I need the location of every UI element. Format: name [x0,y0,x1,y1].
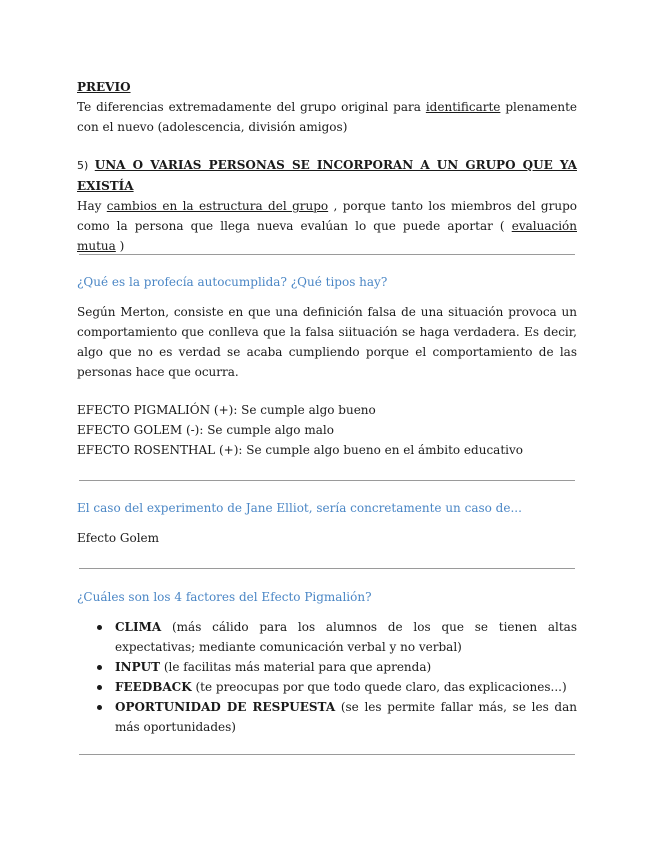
effect-line: EFECTO GOLEM (-): Se cumple algo malo [77,423,334,437]
factor-desc: (le facilitas más material para que aprenda) [160,660,432,674]
list-item [77,697,577,737]
item5-section [77,155,577,256]
q2-answer: Efecto Golem [77,531,160,545]
factor-term: CLIMA [115,620,162,634]
factor-term: FEEDBACK [115,680,192,694]
factor-desc: (se les permite fallar más, se les dan más oportunidades) [115,700,577,734]
item5-number: 5) [77,159,95,172]
q3-question: ¿Cuáles son los 4 factores del Efecto Pigmalión? [77,590,372,604]
bullet-icon [97,705,102,710]
q1-effects [77,400,577,460]
item5-heading-line [77,155,577,196]
previo-text-a: Te diferencias extremadamente del grupo original para [77,100,426,114]
effect-line: EFECTO ROSENTHAL (+): Se cumple algo bueno en el ámbito educativo [77,443,523,457]
q2-section [77,498,577,548]
list-item [77,617,577,657]
list-item [77,657,577,677]
separator [79,254,575,255]
bullet-icon [97,685,102,690]
item5-text-c: ) [115,239,125,253]
list-item [77,677,577,697]
factor-desc: (te preocupas por que todo quede claro, das explicaciones...) [191,680,567,694]
separator [79,754,575,755]
q2-question: El caso del experimento de Jane Elliot, sería concretamente un caso de... [77,501,522,515]
bullet-icon [97,625,102,630]
factor-term: INPUT [115,660,160,674]
item5-text-a: Hay [77,199,107,213]
q3-section [77,587,577,737]
item5-text-b: , porque tanto los miembros del grupo como la persona que llega nueva evalúan lo que puede aportar ( [77,199,577,233]
separator [79,480,575,481]
factor-term: OPORTUNIDAD DE RESPUESTA [115,700,336,714]
previo-heading: PREVIO [77,80,131,94]
item5-heading: UNA O VARIAS PERSONAS SE INCORPORAN A UN GRUPO QUE YA EXISTÍA [77,158,577,193]
item5-text [77,196,577,256]
factor-desc: (más cálido para los alumnos de los que se tienen altas expectativas; mediante comunicación verbal y no verbal) [115,620,577,654]
previo-underlined-term: identificarte [425,100,501,114]
item5-underlined-2: evaluación mutua [77,219,577,253]
q1-question: ¿Qué es la profecía autocumplida? ¿Qué tipos hay? [77,275,388,289]
q1-section [77,272,577,460]
bullet-icon [97,665,102,670]
previo-text [77,97,577,137]
separator [79,568,575,569]
previo-text-b: plenamente con el nuevo (adolescencia, división amigos) [77,100,577,134]
effect-line: EFECTO PIGMALIÓN (+): Se cumple algo bueno [77,403,376,417]
factors-list [77,617,577,737]
previo-section [77,77,577,137]
q1-answer: Según Merton, consiste en que una definición falsa de una situación provoca un comportamiento que conlleva que la falsa siituación se haga verdadera. Es decir, algo que no es verdad se acaba cumpliendo porque el comportamiento de las personas hace que ocurra. [77,305,577,379]
item5-underlined-1: cambios en la estructura del grupo [106,199,329,213]
